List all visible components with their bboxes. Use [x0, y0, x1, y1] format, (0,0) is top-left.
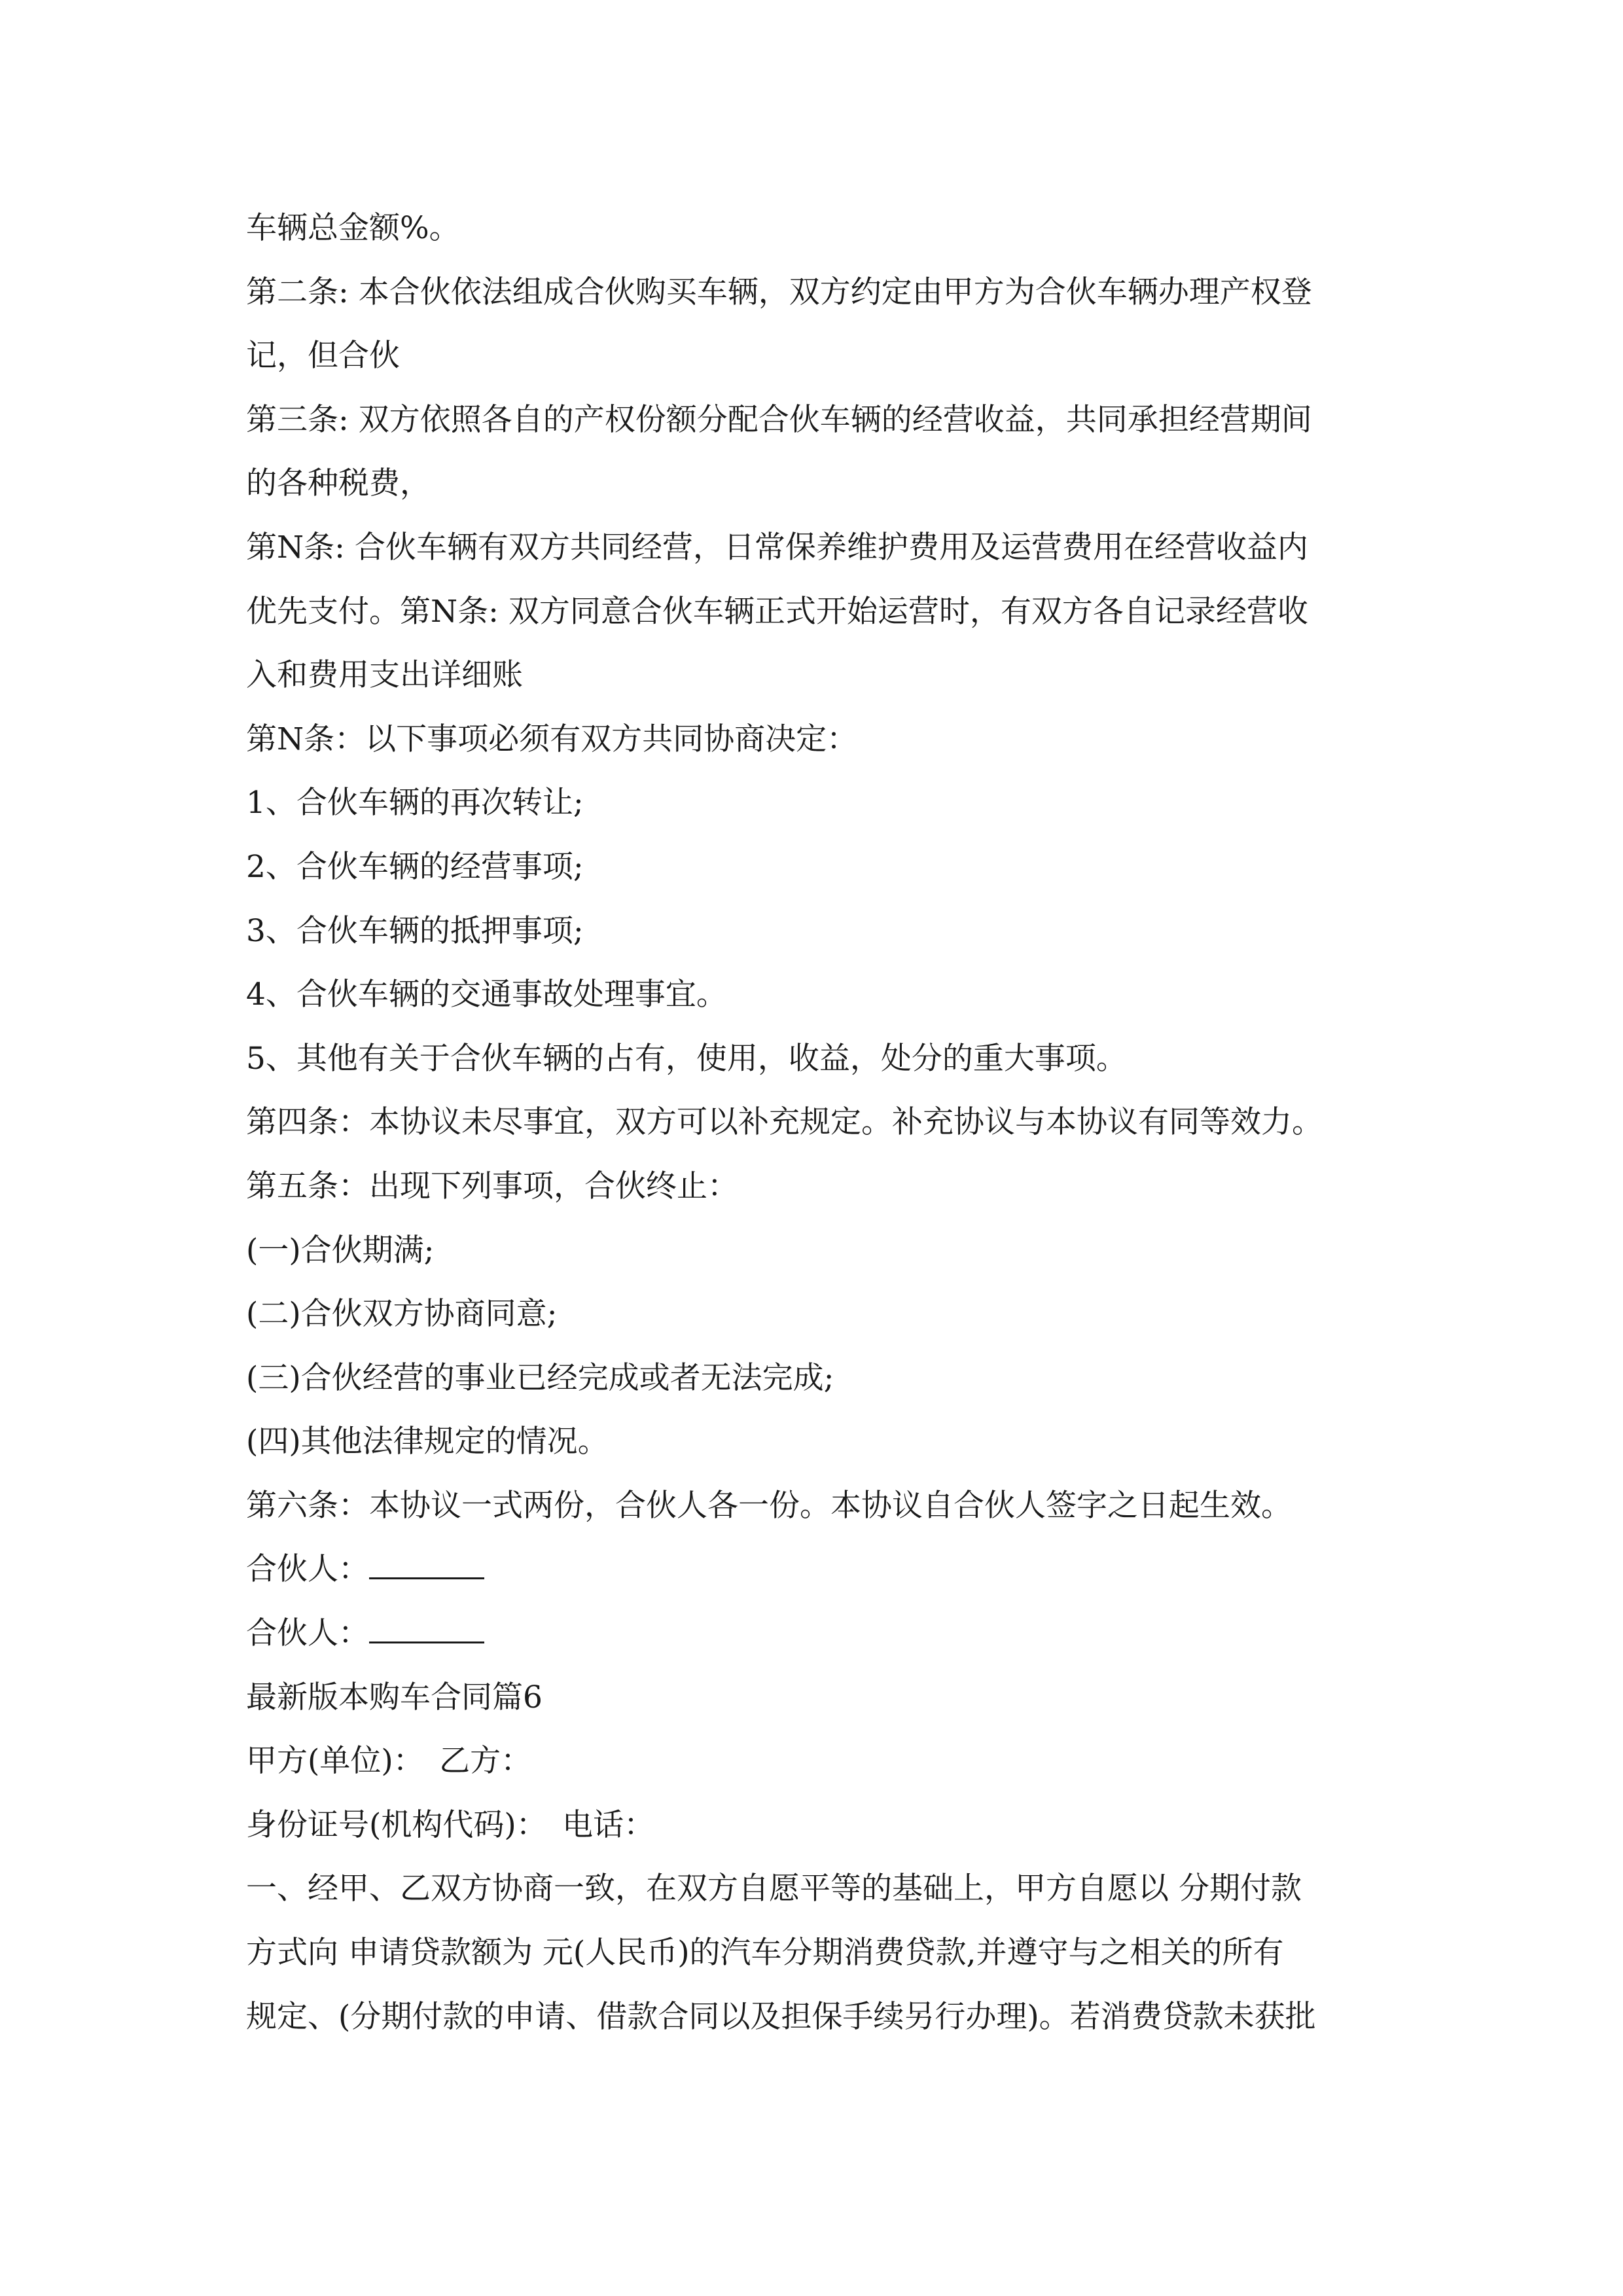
text-line: 第四条：本协议未尽事宜，双方可以补充规定。补充协议与本协议有同等效力。 [246, 1104, 1323, 1141]
text-line: 第N条: 合伙车辆有双方共同经营，日常保养维护费用及运营费用在经营收益内 [246, 529, 1308, 565]
partner-signature-line [246, 1602, 1398, 1666]
section-title: 最新版本购车合同篇6 [246, 1679, 543, 1715]
text-line: 第二条: 本合伙依法组成合伙购买车辆，双方约定由甲方为合伙车辆办理产权登 [246, 274, 1312, 310]
text-line: 方式向 申请贷款额为 元(人民币)的汽车分期消费贷款,并遵守与之相关的所有 [246, 1935, 1284, 1971]
text-line: (三)合伙经营的事业已经完成或者无法完成; [246, 1359, 834, 1396]
text-line: (二)合伙双方协商同意; [246, 1296, 558, 1333]
text-line: 第五条：出现下列事项，合伙终止： [246, 1168, 738, 1204]
text-line: (一)合伙期满; [246, 1232, 435, 1268]
partner-signature-line [246, 1537, 1398, 1602]
text-line: 身份证号(机构代码)： 电话： [246, 1806, 655, 1843]
text-line: 第六条：本协议一式两份，合伙人各一份。本协议自合伙人签字之日起生效。 [246, 1487, 1292, 1524]
partner-label: 合伙人： [246, 1551, 369, 1588]
text-line: 2、合伙车辆的经营事项; [246, 848, 584, 885]
text-line: 车辆总金额%。 [246, 210, 460, 246]
text-line: 一、经甲、乙双方协商一致，在双方自愿平等的基础上，甲方自愿以 分期付款 [246, 1871, 1302, 1907]
text-line: 记，但合伙 [246, 338, 400, 374]
text-line: 第三条: 双方依照各自的产权份额分配合伙车辆的经营收益，共同承担经营期间 [246, 401, 1312, 438]
signature-blank [369, 1541, 484, 1579]
text-line: 的各种税费， [246, 465, 431, 502]
text-line: 规定、(分期付款的申请、借款合同以及担保手续另行办理)。若消费贷款未获批 [246, 1998, 1316, 2035]
signature-blank [369, 1605, 484, 1643]
text-line: (四)其他法律规定的情况。 [246, 1424, 609, 1460]
text-line: 4、合伙车辆的交通事故处理事宜。 [246, 977, 727, 1013]
text-line: 3、合伙车辆的抵押事项; [246, 912, 584, 949]
text-line: 5、其他有关于合伙车辆的占有，使用，收益，处分的重大事项。 [246, 1040, 1127, 1077]
document-page [246, 196, 1398, 2049]
text-line: 优先支付。第N条: 双方同意合伙车辆正式开始运营时，有双方各自记录经营收 [246, 593, 1308, 630]
partner-label: 合伙人： [246, 1615, 369, 1652]
text-line: 甲方(单位)： 乙方： [246, 1743, 532, 1780]
text-line: 第N条：以下事项必须有双方共同协商决定： [246, 721, 858, 757]
text-line: 1、合伙车辆的再次转让; [246, 785, 584, 821]
text-line: 入和费用支出详细账 [246, 657, 523, 694]
